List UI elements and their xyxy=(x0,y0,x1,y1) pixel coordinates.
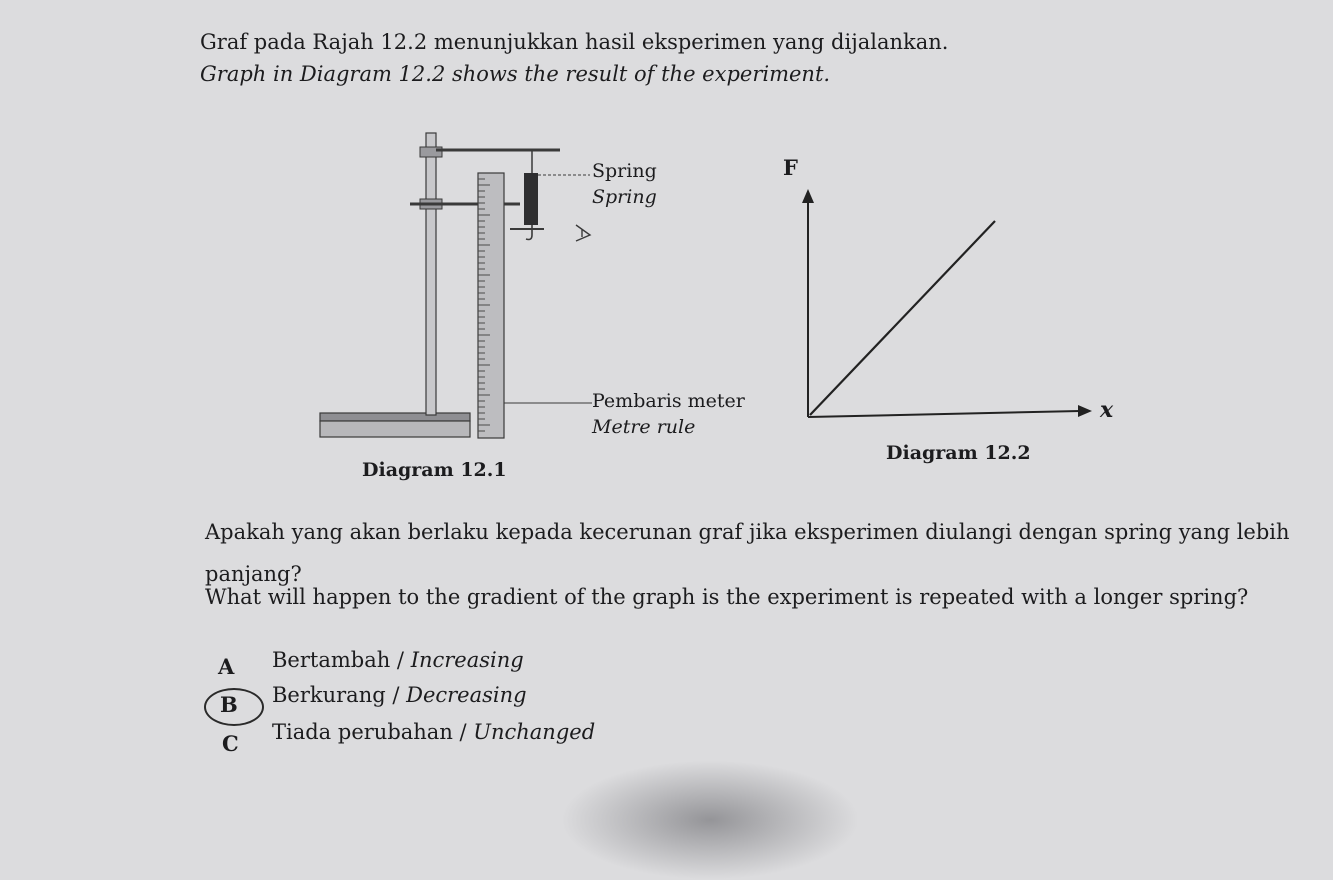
option-b-malay: Berkurang / xyxy=(272,683,407,707)
spring-label-malay: Spring xyxy=(592,160,657,182)
rule-label-malay: Pembaris meter xyxy=(592,390,745,412)
intro-english: Graph in Diagram 12.2 shows the result of the experiment. xyxy=(200,62,831,86)
option-b-english: Decreasing xyxy=(406,683,527,707)
question-english: What will happen to the gradient of the graph is the experiment is repeated with a longer spring? xyxy=(205,585,1249,609)
option-a-text[interactable] xyxy=(272,648,524,672)
y-axis-arrowhead xyxy=(802,189,814,203)
diagram-12-2-graph xyxy=(780,185,1110,425)
option-a-english: Increasing xyxy=(410,648,524,672)
stand-rod xyxy=(426,133,436,415)
stand-base-foot xyxy=(320,421,470,437)
option-b-letter: B xyxy=(220,692,238,717)
option-c-letter: C xyxy=(222,731,239,756)
option-c-text[interactable] xyxy=(272,720,595,744)
diagram-12-1-caption: Diagram 12.1 xyxy=(362,459,507,481)
question-malay-line2: panjang? xyxy=(205,562,302,586)
shadow xyxy=(560,760,860,880)
spring-coil xyxy=(524,173,538,225)
graph-y-axis-label: F xyxy=(783,155,798,180)
option-c-english: Unchanged xyxy=(473,720,596,744)
x-axis-arrowhead xyxy=(1078,405,1092,417)
option-b-text[interactable] xyxy=(272,683,527,707)
option-c-malay: Tiada perubahan / xyxy=(272,720,474,744)
rule-label-english: Metre rule xyxy=(592,416,696,438)
hook xyxy=(526,225,532,240)
intro-malay: Graf pada Rajah 12.2 menunjukkan hasil eksperimen yang dijalankan. xyxy=(200,30,949,54)
small-arrow xyxy=(576,225,590,241)
option-a-letter: A xyxy=(218,654,235,679)
option-a-malay: Bertambah / xyxy=(272,648,411,672)
diagram-12-2-caption: Diagram 12.2 xyxy=(886,442,1031,464)
graph-x-axis-label: x xyxy=(1100,397,1114,423)
spring-label-english: Spring xyxy=(592,186,657,208)
graph-line xyxy=(810,221,995,415)
x-axis xyxy=(808,411,1080,417)
question-malay-line1: Apakah yang akan berlaku kepada kecerunan graf jika eksperimen diulangi dengan spring yang lebih xyxy=(205,520,1290,544)
diagram-12-1-apparatus xyxy=(310,125,610,445)
stand-base xyxy=(320,413,470,421)
